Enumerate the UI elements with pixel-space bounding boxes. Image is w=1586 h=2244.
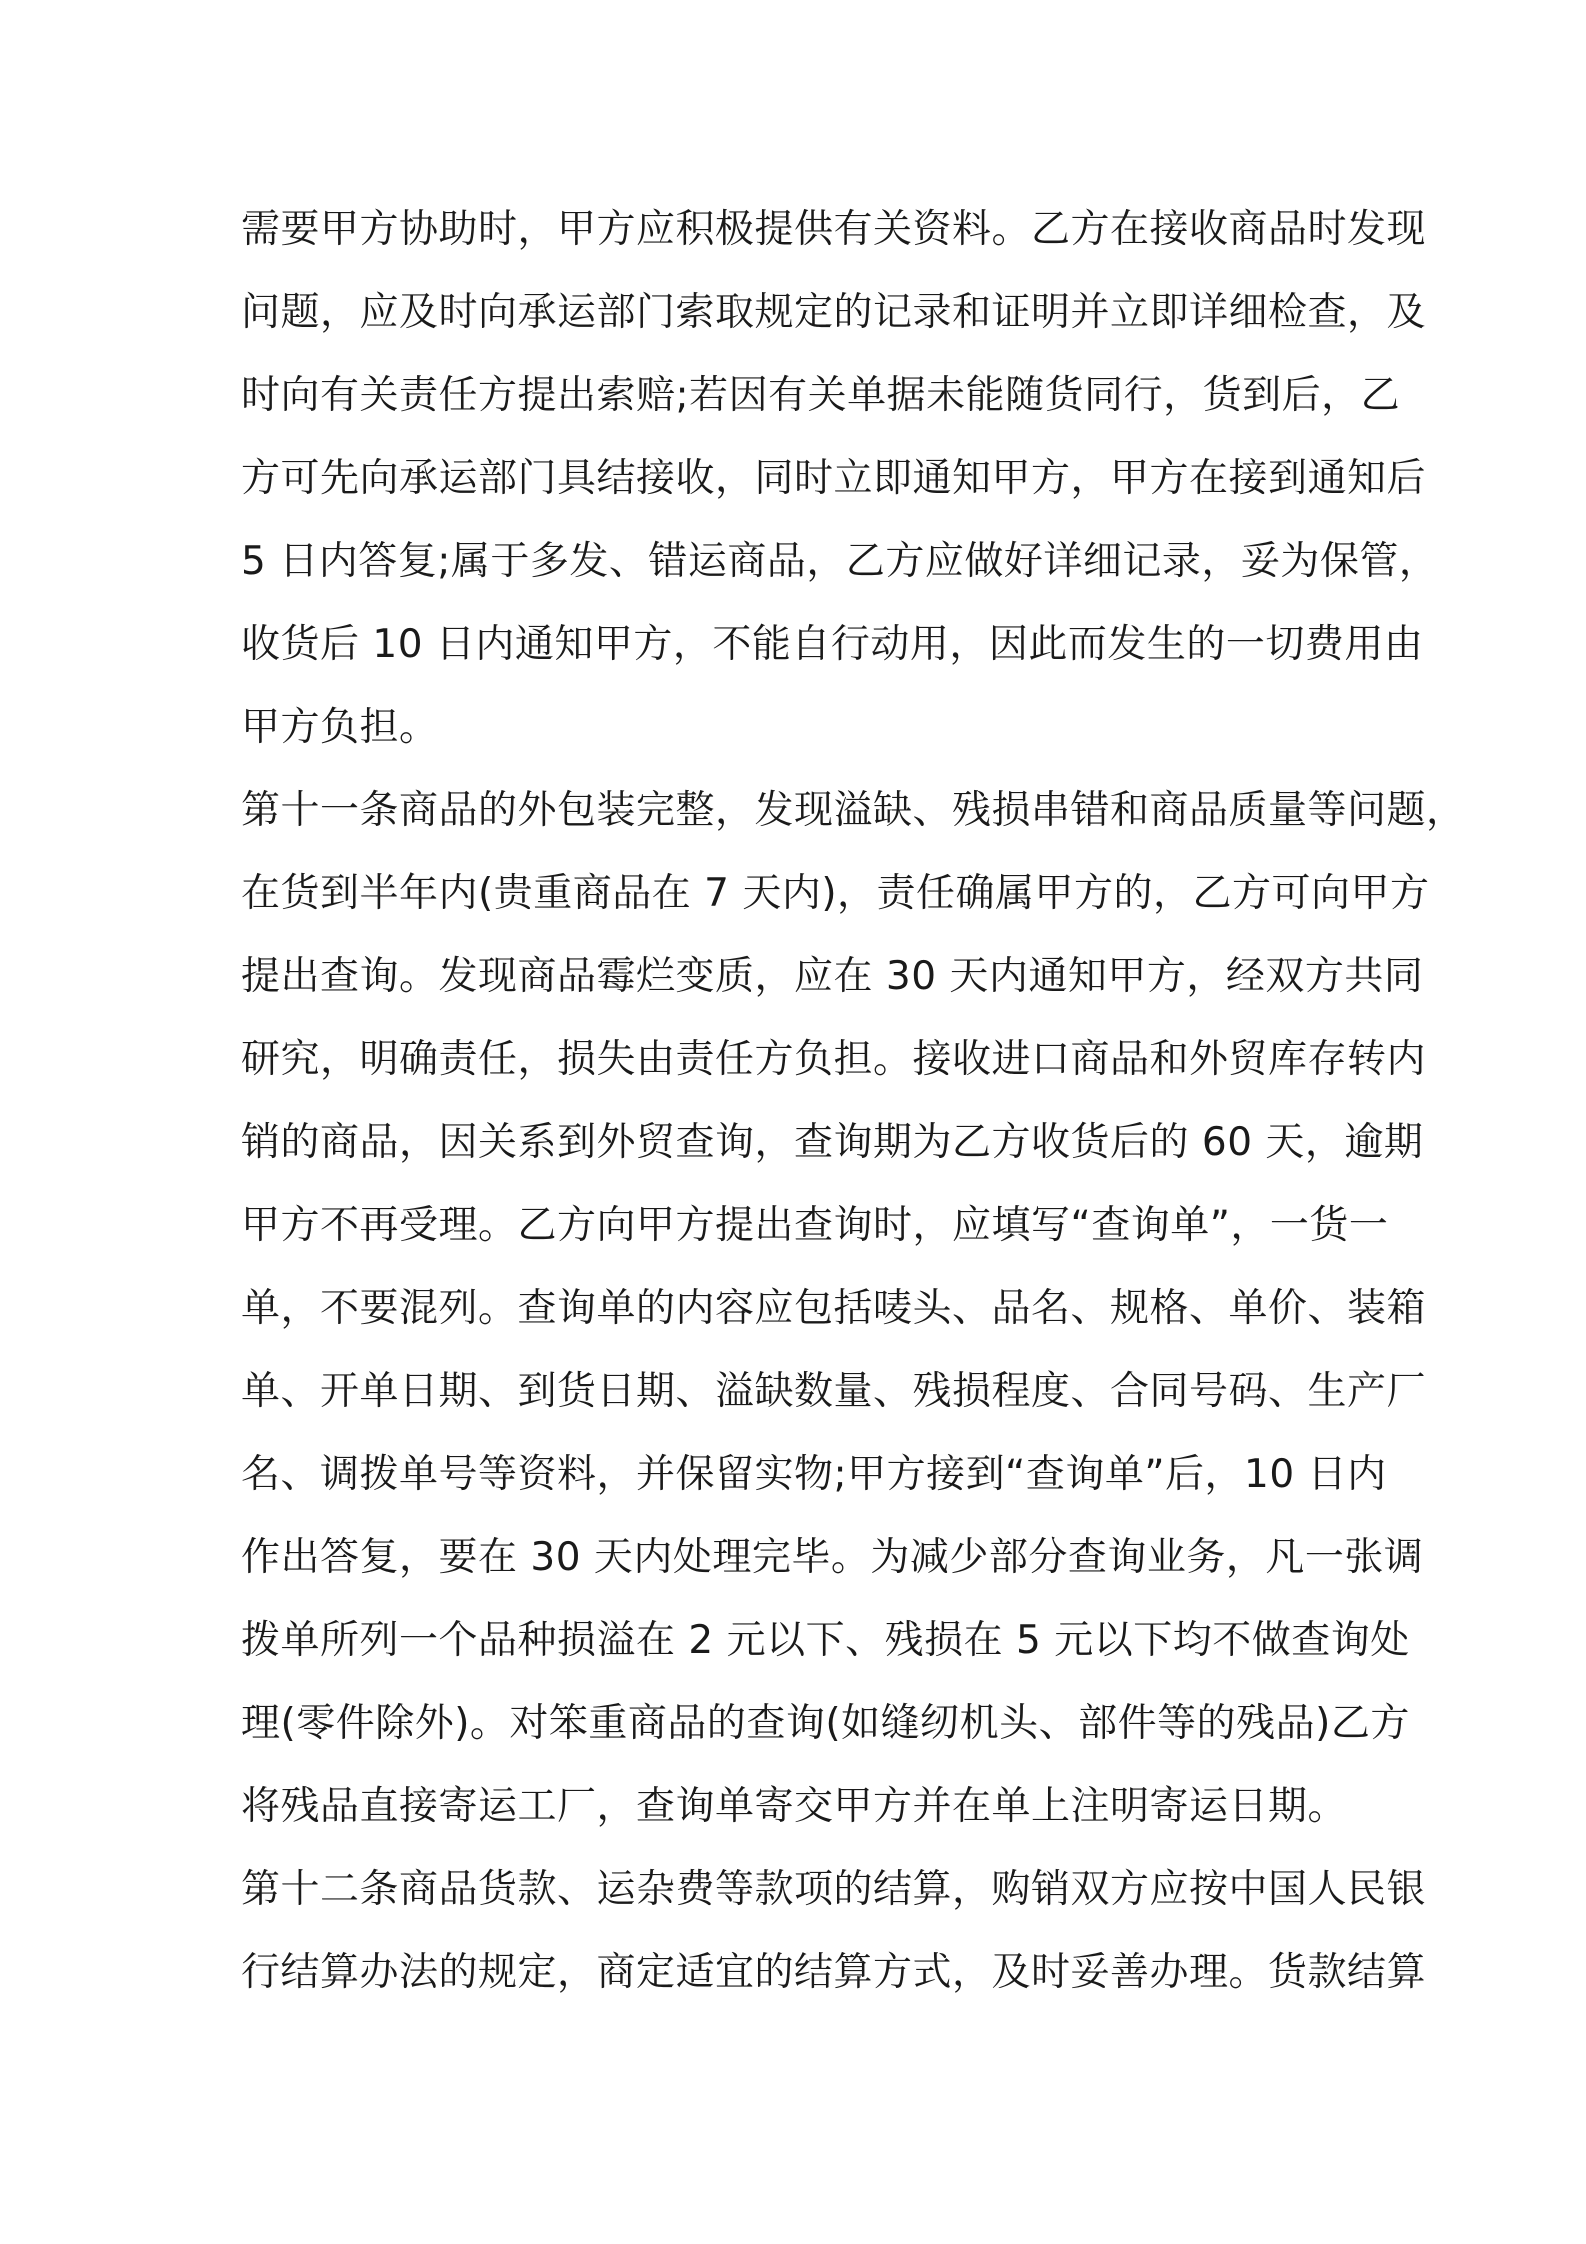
text-line: 方可先向承运部门具结接收，同时立即通知甲方，甲方在接到通知后 [241,456,1427,501]
text-line: 收货后 10 日内通知甲方，不能自行动用，因此而发生的一切费用由 [241,622,1424,667]
text-line: 名、调拨单号等资料，并保留实物;甲方接到“查询单”后，10 日内 [241,1452,1387,1497]
text-line: 拨单所列一个品种损溢在 2 元以下、残损在 5 元以下均不做查询处 [241,1618,1410,1663]
text-line: 研究，明确责任，损失由责任方负担。接收进口商品和外贸库存转内 [241,1037,1427,1082]
text-line: 作出答复，要在 30 天内处理完毕。为减少部分查询业务，凡一张调 [241,1535,1424,1580]
text-line: 需要甲方协助时，甲方应积极提供有关资料。乙方在接收商品时发现 [241,207,1427,252]
text-line: 问题，应及时向承运部门索取规定的记录和证明并立即详细检查，及 [241,290,1427,335]
text-line: 销的商品，因关系到外贸查询，查询期为乙方收货后的 60 天，逾期 [241,1120,1424,1165]
text-line: 5 日内答复;属于多发、错运商品，乙方应做好详细记录，妥为保管， [241,539,1439,584]
text-line: 将残品直接寄运工厂，查询单寄交甲方并在单上注明寄运日期。 [241,1784,1348,1829]
text-line: 单、开单日期、到货日期、溢缺数量、残损程度、合同号码、生产厂 [241,1369,1427,1414]
text-line: 第十二条商品货款、运杂费等款项的结算，购销双方应按中国人民银 [241,1867,1427,1912]
document-body [241,188,1466,2014]
text-line: 时向有关责任方提出索赔;若因有关单据未能随货同行，货到后，乙 [241,373,1401,418]
text-line: 在货到半年内(贵重商品在 7 天内)，责任确属甲方的，乙方可向甲方 [241,871,1430,916]
text-line: 行结算办法的规定，商定适宜的结算方式，及时妥善办理。货款结算 [241,1950,1427,1995]
text-line: 提出查询。发现商品霉烂变质，应在 30 天内通知甲方，经双方共同 [241,954,1424,999]
text-line: 第十一条商品的外包装完整，发现溢缺、残损串错和商品质量等问题， [241,788,1466,833]
text-line: 单，不要混列。查询单的内容应包括唛头、品名、规格、单价、装箱 [241,1286,1427,1331]
text-line: 甲方不再受理。乙方向甲方提出查询时，应填写“查询单”，一货一 [241,1203,1389,1248]
text-line: 理(零件除外)。对笨重商品的查询(如缝纫机头、部件等的残品)乙方 [241,1701,1410,1746]
text-line: 甲方负担。 [241,705,439,750]
